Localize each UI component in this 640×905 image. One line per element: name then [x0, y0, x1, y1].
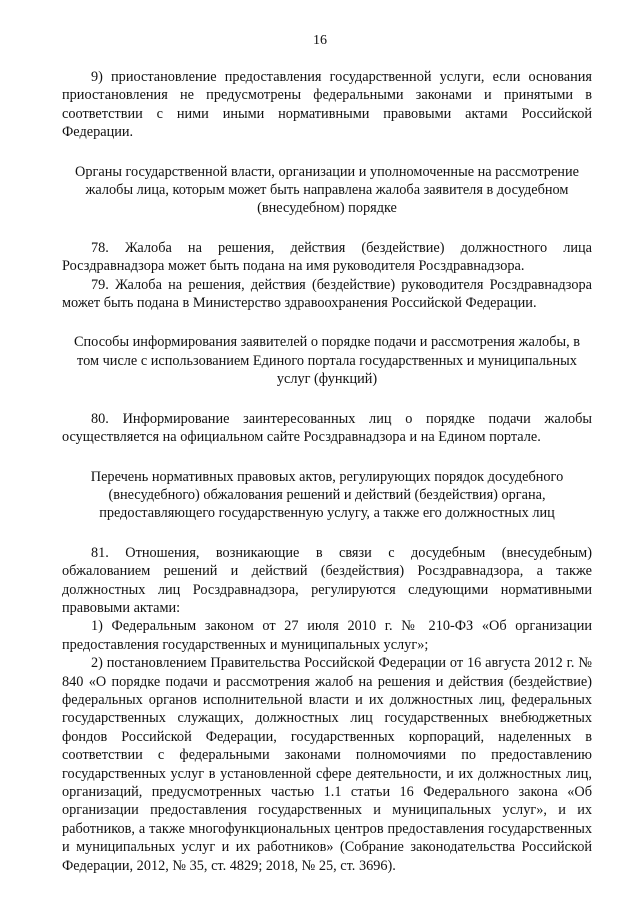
- spacer: [62, 312, 592, 333]
- section-heading-complaint-recipients: Органы государственной власти, организации и уполномоченные на рассмотрение жалобы лица, которым может быть направлена жалоба заявителя в досудебном (внесудебном) порядке: [75, 163, 579, 217]
- paragraph-81: 81. Отношения, возникающие в связи с досудебным (внесудебным) обжалованием решений и действий (бездействия) Росздравнадзора, а также должностных лиц Росздравнадзора, регулируются следующими нормативными правовыми актами:: [62, 544, 592, 616]
- spacer: [62, 389, 592, 410]
- paragraph-81-item-1: 1) Федеральным законом от 27 июля 2010 г. № 210-ФЗ «Об организации предоставления государственных и муниципальных услуг»;: [62, 618, 592, 653]
- spacer: [62, 218, 592, 239]
- spacer: [62, 447, 592, 468]
- section-heading-informing-methods: Способы информирования заявителей о порядке подачи и рассмотрения жалобы, в том числе с использованием Единого портала государственных и муниципальных услуг (функций): [74, 334, 580, 388]
- page-number: 16: [313, 33, 327, 48]
- spacer: [62, 142, 592, 163]
- section-heading-legal-acts: Перечень нормативных правовых актов, регулирующих порядок досудебного (внесудебного) обжалования решений и действий (бездействия) органа, предоставляющего государственную услугу, а также его должностных лиц: [90, 468, 564, 522]
- paragraph-81-item-2: 2) постановлением Правительства Российской Федерации от 16 августа 2012 г. № 840 «О порядке подачи и рассмотрения жалоб на решения и действия (бездействие) федеральных органов исполнительной власти и их должностных лиц, федеральных государственных служащих, должностных лиц государственных внебюджетных фондов Российской Федерации, государственных корпораций, наделенных в соответствии с федеральными законами полномочиями по предоставлению государственных услуг в установленной сфере деятельности, и их должностных лиц, организаций, предусмотренных частью 1.1 статьи 16 Федерального закона «Об организации предоставления государственных и муниципальных услуг», и их работников, а также многофункциональных центров предоставления государственных и муниципальных услуг и их работников» (Собрание законодательства Российской Федерации, 2012, № 35, ст. 4829; 2018, № 25, ст. 3696).: [62, 655, 592, 874]
- paragraph-78: 78. Жалоба на решения, действия (бездействие) должностного лица Росздравнадзора может быть подана на имя руководителя Росздравнадзора.: [62, 239, 592, 275]
- paragraph-9: 9) приостановление предоставления государственной услуги, если основания приостановления не предусмотрены федеральными законами и принятыми в соответствии с ними иными нормативными правовыми актами Российской Федерации.: [62, 69, 592, 141]
- spacer: [62, 523, 592, 544]
- paragraph-79: 79. Жалоба на решения, действия (бездействие) руководителя Росздравнадзора может быть подана в Министерство здравоохранения Российской Федерации.: [62, 276, 592, 312]
- paragraph-80: 80. Информирование заинтересованных лиц о порядке подачи жалобы осуществляется на официальном сайте Росздравнадзора и на Едином портале.: [62, 410, 592, 446]
- page-body: [62, 68, 592, 875]
